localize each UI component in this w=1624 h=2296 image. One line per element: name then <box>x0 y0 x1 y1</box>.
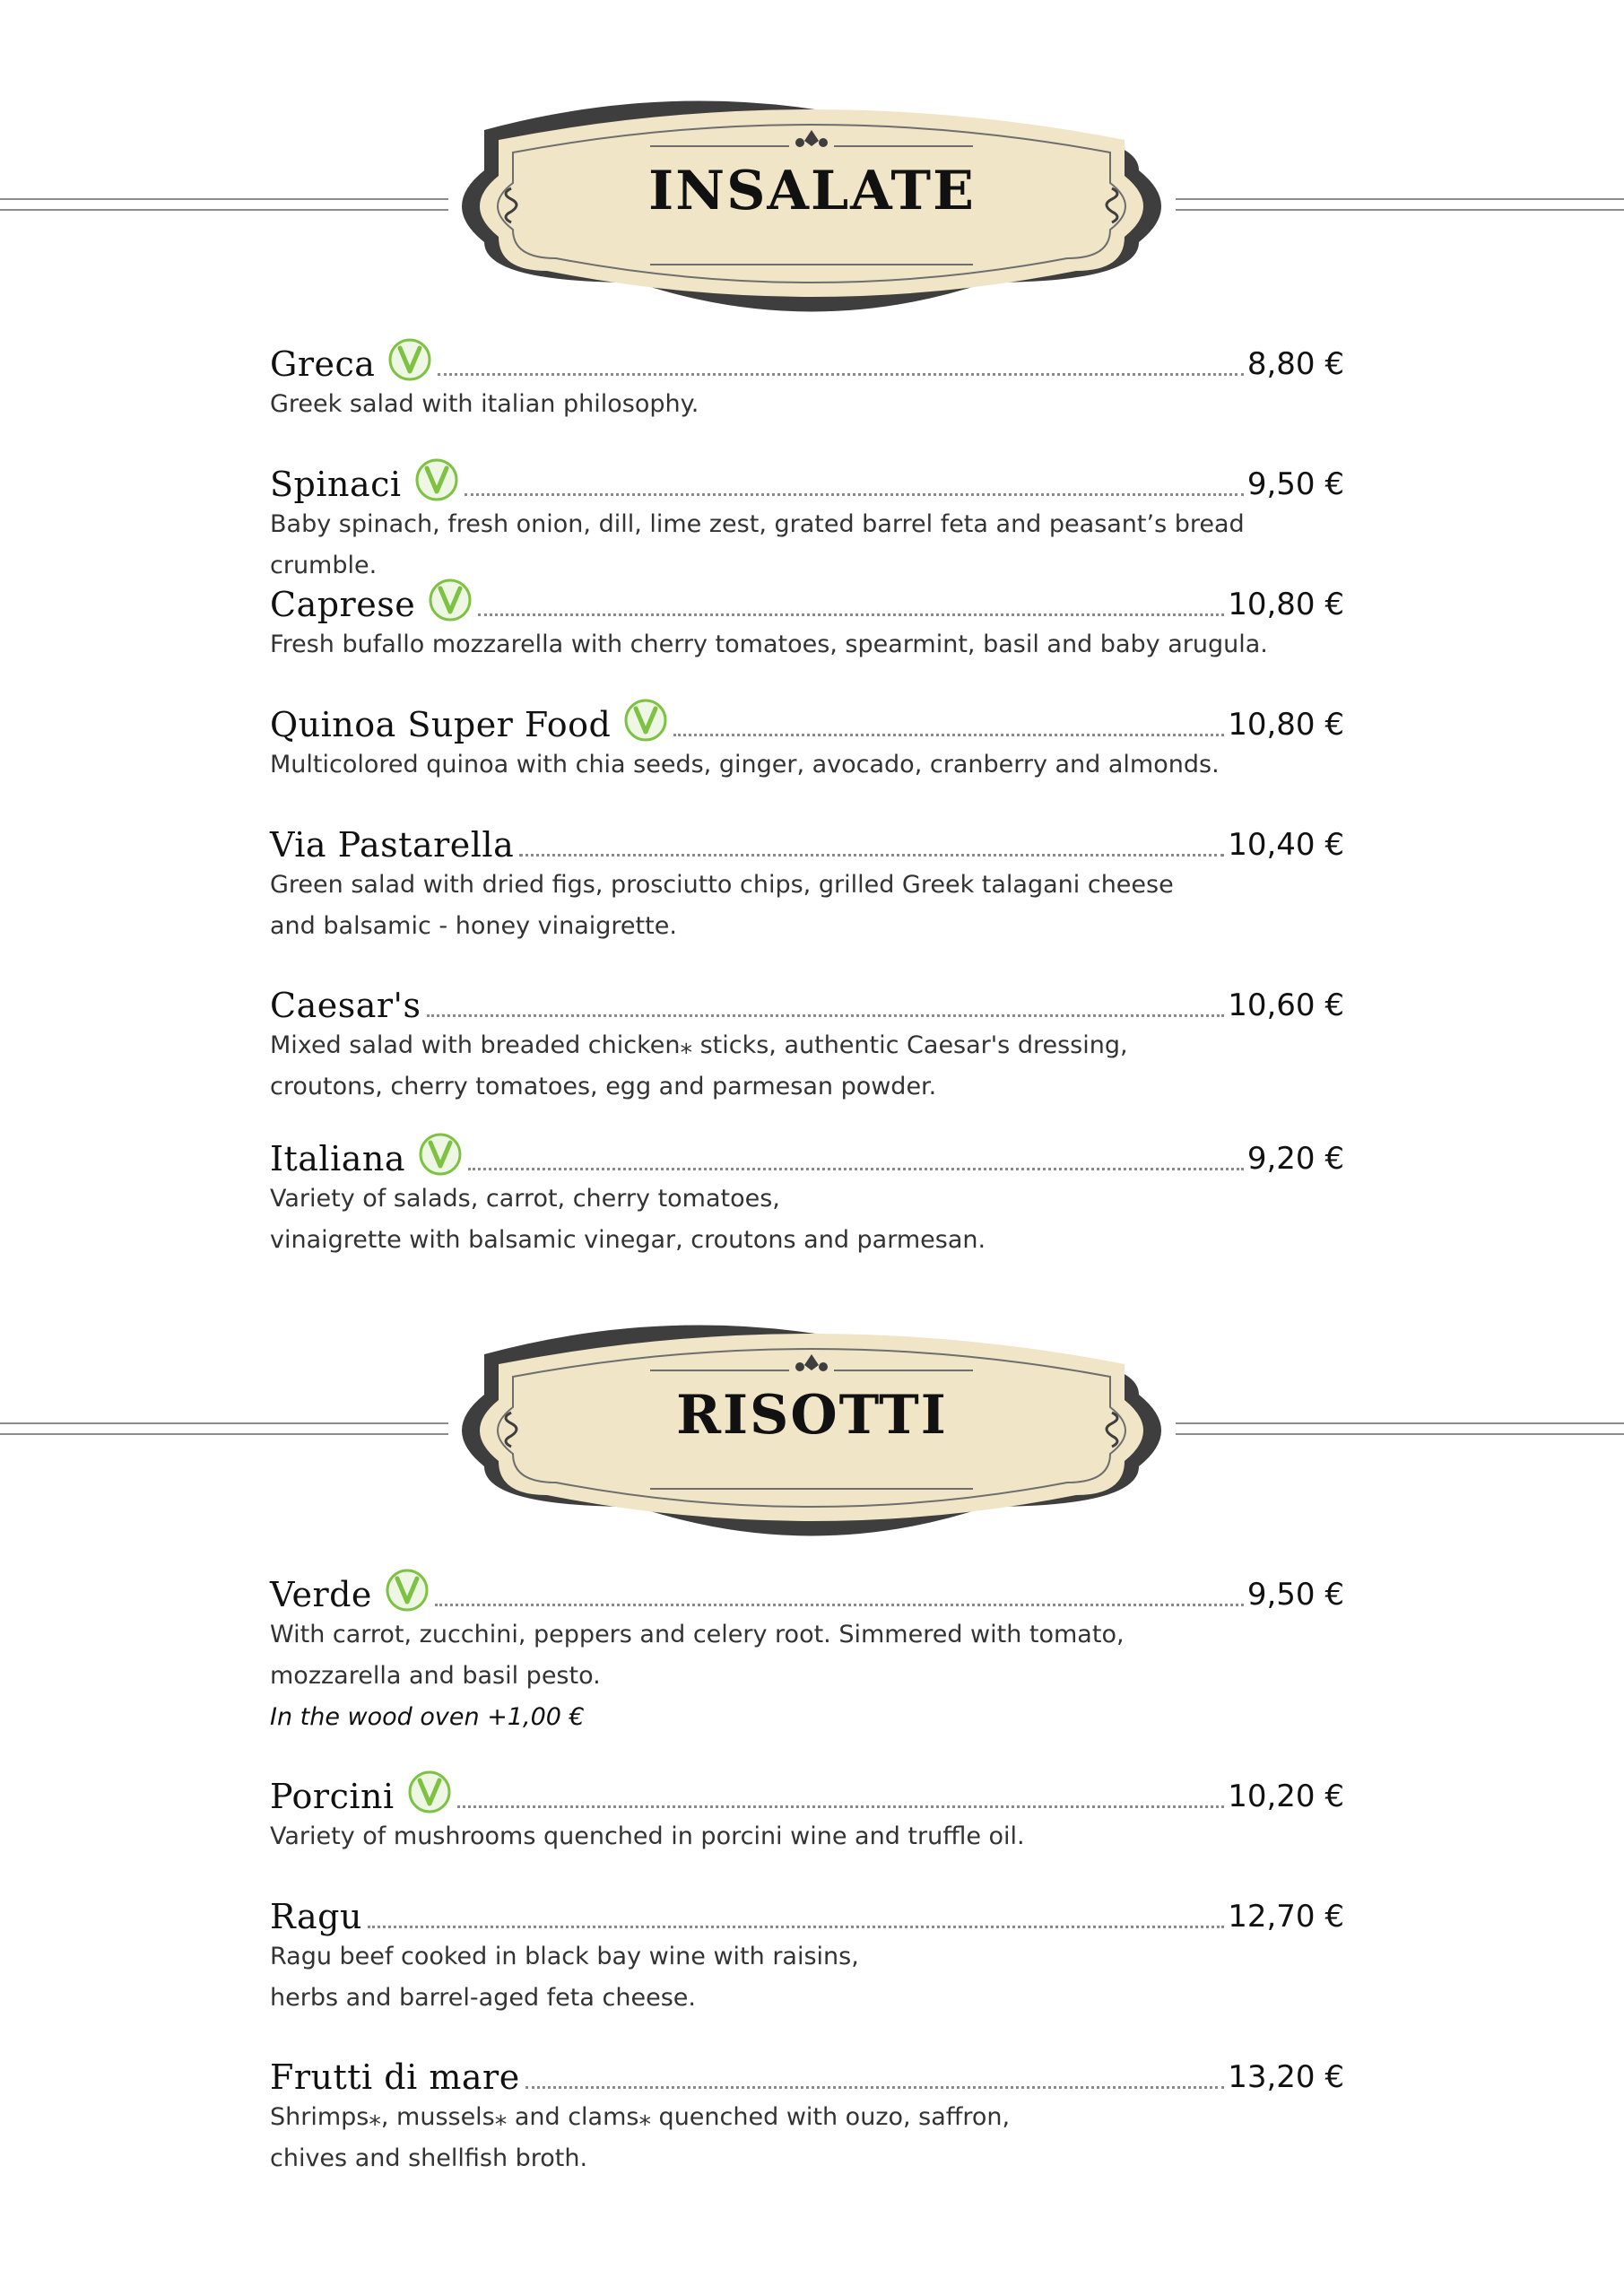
menu-item-description: Variety of salads, carrot, cherry tomatoes, <box>270 1185 780 1213</box>
menu-item-price: 9,50 € <box>1246 1577 1344 1613</box>
menu-item-name: Frutti di mare <box>270 2057 520 2097</box>
dot-leader <box>465 493 1244 496</box>
menu-item-header <box>270 1126 1344 1178</box>
menu-item-price: 9,50 € <box>1246 466 1344 502</box>
menu-item-price: 10,40 € <box>1228 827 1344 863</box>
menu-item-header <box>270 332 1344 384</box>
menu-item-price: 10,80 € <box>1228 707 1344 743</box>
menu-item-description: vinaigrette with balsamic vinegar, croutons and parmesan. <box>270 1226 986 1254</box>
menu-item-name: Quinoa Super Food <box>270 705 612 744</box>
menu-item-description: Greek salad with italian philosophy. <box>270 390 699 418</box>
menu-item <box>270 692 1344 786</box>
dot-leader <box>457 1805 1225 1808</box>
menu-item-header <box>270 813 1344 865</box>
menu-item <box>270 1126 1344 1261</box>
menu-item-description: herbs and barrel-aged feta cheese. <box>270 1984 696 2012</box>
menu-item-header <box>270 2045 1344 2097</box>
menu-item-price: 10,60 € <box>1228 987 1344 1023</box>
dot-leader <box>435 1604 1244 1606</box>
menu-item-name: Caesar's <box>270 986 421 1025</box>
section-banner-insalate <box>0 81 1624 323</box>
vegetarian-icon <box>418 1132 463 1177</box>
menu-item-price: 12,70 € <box>1228 1899 1344 1935</box>
menu-item-description: Baby spinach, fresh onion, dill, lime zest, grated barrel feta and peasant’s bread crumble. <box>270 510 1245 579</box>
menu-item-description: With carrot, zucchini, peppers and celery root. Simmered with tomato, <box>270 1621 1125 1648</box>
dot-leader <box>368 1926 1224 1928</box>
section-title: RISOTTI <box>676 1384 948 1447</box>
menu-item-price: 10,20 € <box>1228 1779 1344 1814</box>
menu-item-header <box>270 1562 1344 1614</box>
menu-item-description: Variety of mushrooms quenched in porcini wine and truffle oil. <box>270 1822 1025 1850</box>
menu-item <box>270 2045 1344 2179</box>
menu-item <box>270 973 1344 1108</box>
dot-leader <box>427 1014 1225 1017</box>
menu-item-header <box>270 1884 1344 1936</box>
menu-item-name: Via Pastarella <box>270 825 515 865</box>
menu-item <box>270 813 1344 947</box>
menu-item-name: Caprese <box>270 585 416 624</box>
vegetarian-icon <box>385 1568 430 1613</box>
menu-item-description: and balsamic - honey vinaigrette. <box>270 912 677 940</box>
menu-item-name: Verde <box>270 1575 372 1614</box>
menu-item-price: 10,80 € <box>1228 587 1344 622</box>
dot-leader <box>525 2086 1225 2089</box>
menu-item-description: Shrimps⁎, mussels⁎ and clams⁎ quenched with ouzo, saffron, <box>270 2103 1011 2131</box>
menu-item-header <box>270 692 1344 744</box>
menu-item-description: Green salad with dried figs, prosciutto chips, grilled Greek talagani cheese <box>270 871 1174 899</box>
menu-item-price: 8,80 € <box>1246 346 1344 382</box>
dot-leader <box>478 613 1224 616</box>
menu-item-description: chives and shellfish broth. <box>270 2144 588 2172</box>
vegetarian-icon <box>623 698 668 743</box>
section-banner-risotti <box>0 1305 1624 1547</box>
menu-item-price: 13,20 € <box>1228 2059 1344 2095</box>
menu-item-header <box>270 1764 1344 1816</box>
menu-item-description: Mixed salad with breaded chicken⁎ sticks, authentic Caesar's dressing, <box>270 1031 1128 1059</box>
menu-item <box>270 332 1344 425</box>
dot-leader <box>519 854 1224 857</box>
menu-item-name: Porcini <box>270 1777 395 1816</box>
dot-leader <box>468 1168 1244 1170</box>
menu-item-description: Multicolored quinoa with chia seeds, ginger, avocado, cranberry and almonds. <box>270 751 1220 778</box>
menu-item-price: 9,20 € <box>1246 1141 1344 1177</box>
vegetarian-icon <box>428 578 473 622</box>
menu-item <box>270 1562 1344 1738</box>
vegetarian-icon <box>407 1770 452 1814</box>
menu-item-header <box>270 452 1344 504</box>
menu-item-description: Ragu beef cooked in black bay wine with raisins, <box>270 1943 859 1970</box>
menu-item-name: Italiana <box>270 1139 406 1178</box>
menu-item-description: Fresh bufallo mozzarella with cherry tomatoes, spearmint, basil and baby arugula. <box>270 631 1268 658</box>
menu-item-header <box>270 572 1344 624</box>
menu-item <box>270 1884 1344 2019</box>
menu-item-name: Ragu <box>270 1897 362 1936</box>
dot-leader <box>673 734 1224 736</box>
menu-item-name: Spinaci <box>270 465 402 504</box>
menu-item-name: Greca <box>270 344 376 384</box>
menu-item <box>270 1764 1344 1857</box>
section-title: INSALATE <box>648 160 976 222</box>
menu-item <box>270 452 1344 587</box>
menu-item <box>270 572 1344 665</box>
dot-leader <box>438 373 1243 376</box>
vegetarian-icon <box>414 457 459 502</box>
vegetarian-icon <box>387 337 432 382</box>
menu-item-note: In the wood oven +1,00 € <box>270 1703 585 1731</box>
menu-item-header <box>270 973 1344 1025</box>
menu-item-description: mozzarella and basil pesto. <box>270 1662 601 1690</box>
menu-item-description: croutons, cherry tomatoes, egg and parmesan powder. <box>270 1073 937 1100</box>
